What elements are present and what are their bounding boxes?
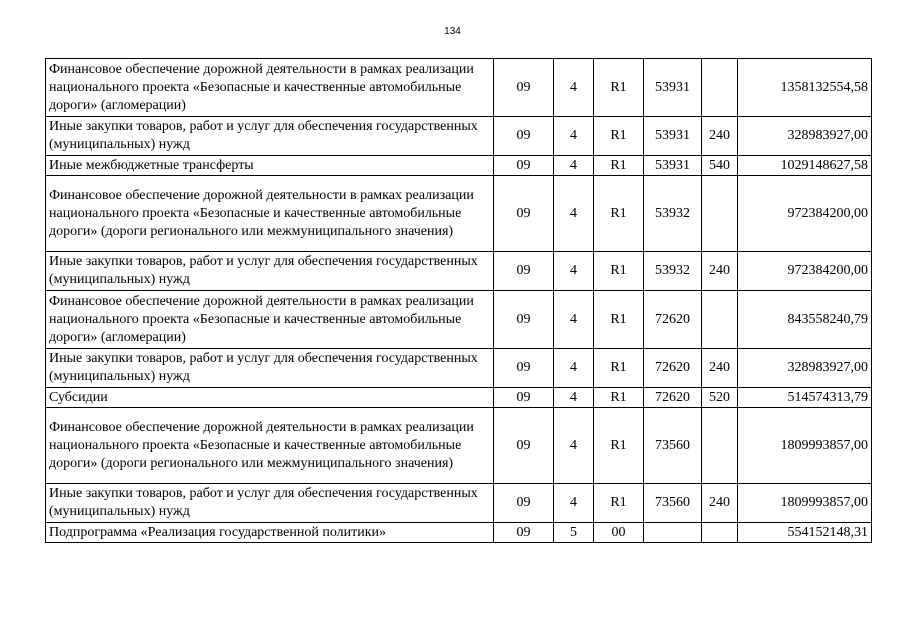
- row-section: 09: [494, 349, 554, 388]
- row-subsection: 4: [554, 291, 594, 349]
- row-subsection: 4: [554, 388, 594, 408]
- row-expense-type: 520: [702, 388, 738, 408]
- row-program: 00: [594, 523, 644, 543]
- budget-table-body: [46, 59, 872, 543]
- row-name: Подпрограмма «Реализация государственной политики»: [46, 523, 494, 543]
- row-subsection: 4: [554, 176, 594, 252]
- row-expense-type: [702, 408, 738, 484]
- table-row: [46, 59, 872, 117]
- row-amount: 554152148,31: [738, 523, 872, 543]
- row-amount: 972384200,00: [738, 176, 872, 252]
- table-row: [46, 408, 872, 484]
- row-program: R1: [594, 59, 644, 117]
- row-subsection: 4: [554, 484, 594, 523]
- row-direction: 53931: [644, 117, 702, 156]
- row-amount: 328983927,00: [738, 349, 872, 388]
- row-name: Иные закупки товаров, работ и услуг для обеспечения государственных (муниципальных) нужд: [46, 484, 494, 523]
- row-program: R1: [594, 117, 644, 156]
- row-amount: 514574313,79: [738, 388, 872, 408]
- row-program: R1: [594, 291, 644, 349]
- row-program: R1: [594, 252, 644, 291]
- row-direction: [644, 523, 702, 543]
- row-program: R1: [594, 408, 644, 484]
- row-subsection: 4: [554, 59, 594, 117]
- row-amount: 1029148627,58: [738, 156, 872, 176]
- row-expense-type: 240: [702, 252, 738, 291]
- row-direction: 73560: [644, 484, 702, 523]
- row-direction: 53932: [644, 252, 702, 291]
- row-direction: 73560: [644, 408, 702, 484]
- row-expense-type: 240: [702, 349, 738, 388]
- table-row: [46, 156, 872, 176]
- row-name: Иные закупки товаров, работ и услуг для обеспечения государственных (муниципальных) нужд: [46, 349, 494, 388]
- table-row: [46, 117, 872, 156]
- row-expense-type: 240: [702, 117, 738, 156]
- row-amount: 1809993857,00: [738, 408, 872, 484]
- row-subsection: 4: [554, 156, 594, 176]
- row-amount: 1358132554,58: [738, 59, 872, 117]
- row-section: 09: [494, 388, 554, 408]
- table-row: [46, 176, 872, 252]
- table-row: [46, 484, 872, 523]
- row-direction: 72620: [644, 349, 702, 388]
- row-name: Финансовое обеспечение дорожной деятельности в рамках реализации национального проекта «Безопасные и качественные автомобильные дороги» (дороги регионального или межмуниципального значения): [46, 176, 494, 252]
- row-expense-type: 240: [702, 484, 738, 523]
- table-row: [46, 291, 872, 349]
- row-section: 09: [494, 59, 554, 117]
- row-subsection: 4: [554, 117, 594, 156]
- row-direction: 72620: [644, 388, 702, 408]
- row-subsection: 4: [554, 252, 594, 291]
- row-subsection: 4: [554, 349, 594, 388]
- row-amount: 328983927,00: [738, 117, 872, 156]
- row-name: Финансовое обеспечение дорожной деятельности в рамках реализации национального проекта «Безопасные и качественные автомобильные дороги» (агломерации): [46, 291, 494, 349]
- row-name: Иные межбюджетные трансферты: [46, 156, 494, 176]
- row-amount: 843558240,79: [738, 291, 872, 349]
- row-name: Финансовое обеспечение дорожной деятельности в рамках реализации национального проекта «Безопасные и качественные автомобильные дороги» (агломерации): [46, 59, 494, 117]
- table-row: [46, 523, 872, 543]
- row-name: Субсидии: [46, 388, 494, 408]
- row-section: 09: [494, 117, 554, 156]
- table-row: [46, 349, 872, 388]
- row-direction: 72620: [644, 291, 702, 349]
- row-direction: 53931: [644, 59, 702, 117]
- table-row: [46, 252, 872, 291]
- row-section: 09: [494, 523, 554, 543]
- budget-table: [45, 58, 872, 543]
- row-section: 09: [494, 291, 554, 349]
- row-expense-type: [702, 523, 738, 543]
- table-row: [46, 388, 872, 408]
- row-section: 09: [494, 176, 554, 252]
- row-expense-type: [702, 59, 738, 117]
- row-program: R1: [594, 349, 644, 388]
- row-program: R1: [594, 176, 644, 252]
- row-amount: 972384200,00: [738, 252, 872, 291]
- row-expense-type: [702, 291, 738, 349]
- row-name: Иные закупки товаров, работ и услуг для обеспечения государственных (муниципальных) нужд: [46, 117, 494, 156]
- row-expense-type: [702, 176, 738, 252]
- row-section: 09: [494, 156, 554, 176]
- row-program: R1: [594, 156, 644, 176]
- row-subsection: 4: [554, 408, 594, 484]
- row-section: 09: [494, 484, 554, 523]
- row-program: R1: [594, 484, 644, 523]
- row-name: Финансовое обеспечение дорожной деятельности в рамках реализации национального проекта «Безопасные и качественные автомобильные дороги» (дороги регионального или межмуниципального значения): [46, 408, 494, 484]
- row-subsection: 5: [554, 523, 594, 543]
- row-amount: 1809993857,00: [738, 484, 872, 523]
- row-section: 09: [494, 408, 554, 484]
- row-direction: 53932: [644, 176, 702, 252]
- page-number: 134: [444, 26, 461, 37]
- row-direction: 53931: [644, 156, 702, 176]
- row-expense-type: 540: [702, 156, 738, 176]
- row-section: 09: [494, 252, 554, 291]
- row-name: Иные закупки товаров, работ и услуг для обеспечения государственных (муниципальных) нужд: [46, 252, 494, 291]
- row-program: R1: [594, 388, 644, 408]
